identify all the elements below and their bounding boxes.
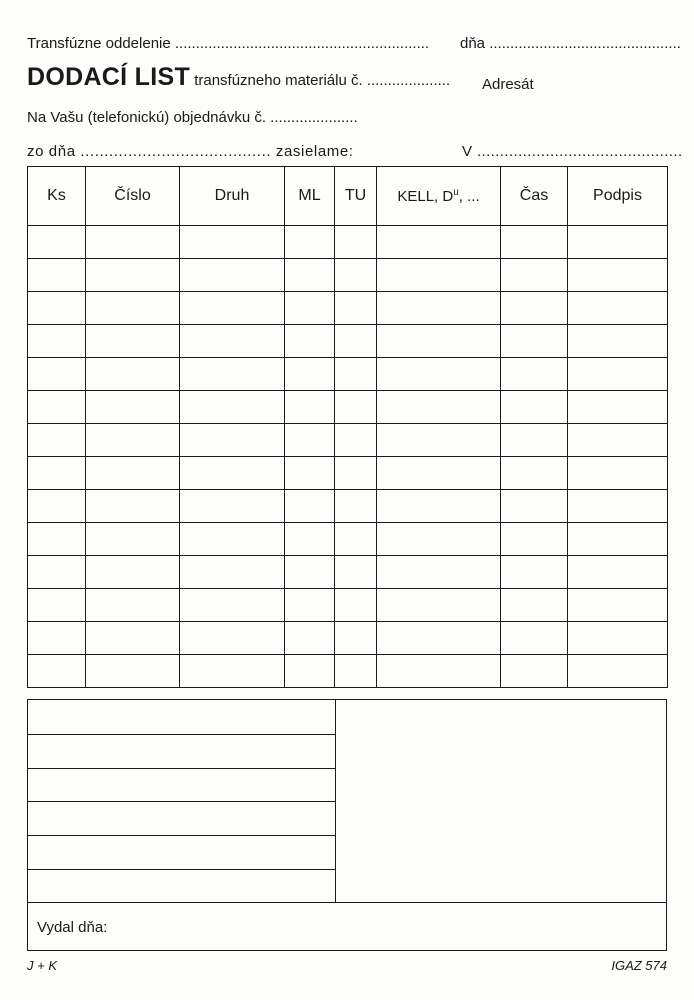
table-cell — [377, 589, 501, 622]
notes-column — [28, 700, 336, 902]
table-row — [28, 523, 668, 556]
table-cell — [180, 259, 285, 292]
table-cell — [28, 622, 86, 655]
table-cell — [86, 589, 180, 622]
table-row — [28, 391, 668, 424]
delivery-table — [27, 166, 668, 688]
table-cell — [377, 490, 501, 523]
table-row — [28, 490, 668, 523]
table-cell — [285, 622, 335, 655]
table-cell — [180, 589, 285, 622]
addressee-label: Adresát — [482, 76, 534, 93]
table-row — [28, 226, 668, 259]
table-cell — [28, 292, 86, 325]
table-cell — [377, 424, 501, 457]
department-line: Transfúzne oddelenie ............................................................. — [27, 35, 430, 52]
table-cell — [568, 325, 668, 358]
col-header-tu: TU — [335, 167, 377, 226]
notes-line — [28, 768, 335, 769]
title-big: DODACÍ LIST — [27, 63, 191, 91]
table-cell — [285, 589, 335, 622]
table-cell — [285, 523, 335, 556]
table-cell — [28, 424, 86, 457]
table-body — [28, 226, 668, 688]
table-cell — [86, 292, 180, 325]
col-header-kell — [377, 167, 501, 226]
table-cell — [377, 622, 501, 655]
table-cell — [180, 391, 285, 424]
table-cell — [180, 424, 285, 457]
table-cell — [377, 391, 501, 424]
table-cell — [501, 523, 568, 556]
table-cell — [86, 655, 180, 688]
table-cell — [86, 556, 180, 589]
table-cell — [285, 292, 335, 325]
table-cell — [180, 325, 285, 358]
table-cell — [180, 655, 285, 688]
table-cell — [501, 556, 568, 589]
table-row — [28, 292, 668, 325]
table-cell — [377, 226, 501, 259]
table-cell — [86, 259, 180, 292]
table-cell — [501, 325, 568, 358]
lower-section — [27, 699, 667, 951]
col-header-cislo: Číslo — [86, 167, 180, 226]
table-cell — [377, 358, 501, 391]
table-row — [28, 655, 668, 688]
table-cell — [335, 622, 377, 655]
table-cell — [335, 259, 377, 292]
table-cell — [335, 589, 377, 622]
table-cell — [501, 589, 568, 622]
table-cell — [568, 358, 668, 391]
table-cell — [180, 358, 285, 391]
table-cell — [568, 391, 668, 424]
kell-label: KELL, D — [397, 188, 454, 205]
table-cell — [335, 325, 377, 358]
table-cell — [501, 424, 568, 457]
table-cell — [28, 655, 86, 688]
table-cell — [568, 292, 668, 325]
table-cell — [568, 490, 668, 523]
table-cell — [568, 457, 668, 490]
table-cell — [568, 226, 668, 259]
table-cell — [501, 226, 568, 259]
table-cell — [285, 655, 335, 688]
table-cell — [335, 292, 377, 325]
notes-line — [28, 801, 335, 802]
table-cell — [285, 556, 335, 589]
form-code: IGAZ 574 — [611, 958, 667, 973]
table-cell — [28, 226, 86, 259]
table-row — [28, 589, 668, 622]
col-header-ml: ML — [285, 167, 335, 226]
table-cell — [377, 457, 501, 490]
col-header-druh: Druh — [180, 167, 285, 226]
date-line: dňa .............................................. — [460, 35, 681, 52]
table-cell — [28, 490, 86, 523]
table-cell — [501, 391, 568, 424]
table-cell — [86, 226, 180, 259]
place-line: V ............................................. — [462, 143, 683, 160]
table-cell — [180, 292, 285, 325]
table-cell — [501, 490, 568, 523]
table-cell — [180, 490, 285, 523]
table-row — [28, 259, 668, 292]
table-row — [28, 424, 668, 457]
table-row — [28, 457, 668, 490]
table-cell — [568, 589, 668, 622]
table-cell — [86, 391, 180, 424]
table-cell — [335, 556, 377, 589]
table-cell — [335, 523, 377, 556]
table-cell — [28, 457, 86, 490]
table-cell — [335, 358, 377, 391]
table-cell — [377, 655, 501, 688]
table-cell — [501, 457, 568, 490]
table-row — [28, 556, 668, 589]
table-cell — [501, 622, 568, 655]
table-cell — [86, 523, 180, 556]
title-material-number: transfúzneho materiálu č. .................... — [194, 72, 451, 89]
table-cell — [568, 556, 668, 589]
table-cell — [28, 358, 86, 391]
issued-date-label: Vydal dňa: — [37, 919, 108, 936]
notes-line — [28, 869, 335, 870]
table-row — [28, 358, 668, 391]
table-cell — [568, 655, 668, 688]
table-row — [28, 325, 668, 358]
table-cell — [86, 490, 180, 523]
table-cell — [180, 226, 285, 259]
footer-left: J + K — [27, 958, 57, 973]
table-cell — [335, 490, 377, 523]
col-header-cas: Čas — [501, 167, 568, 226]
table-cell — [285, 424, 335, 457]
table-cell — [568, 523, 668, 556]
table-cell — [335, 226, 377, 259]
table-cell — [285, 325, 335, 358]
table-cell — [285, 391, 335, 424]
table-cell — [86, 457, 180, 490]
table-cell — [285, 259, 335, 292]
table-cell — [86, 622, 180, 655]
table-cell — [28, 523, 86, 556]
table-cell — [335, 424, 377, 457]
document-title — [27, 63, 450, 92]
table-cell — [568, 259, 668, 292]
table-row — [28, 622, 668, 655]
table-cell — [501, 655, 568, 688]
table-cell — [86, 325, 180, 358]
notes-line — [28, 734, 335, 735]
table-cell — [377, 292, 501, 325]
table-cell — [568, 424, 668, 457]
table-cell — [501, 259, 568, 292]
table-cell — [285, 490, 335, 523]
col-header-podpis: Podpis — [568, 167, 668, 226]
table-cell — [180, 457, 285, 490]
col-header-ks: Ks — [28, 167, 86, 226]
table-cell — [28, 589, 86, 622]
table-cell — [501, 358, 568, 391]
table-cell — [86, 358, 180, 391]
table-cell — [86, 424, 180, 457]
issued-separator — [28, 902, 666, 903]
order-date-line: zo dňa ........................................ zasielame: — [27, 143, 354, 160]
notes-line — [28, 835, 335, 836]
table-cell — [377, 523, 501, 556]
table-cell — [568, 622, 668, 655]
table-cell — [285, 457, 335, 490]
table-cell — [501, 292, 568, 325]
table-cell — [28, 391, 86, 424]
table-cell — [285, 358, 335, 391]
table-cell — [335, 655, 377, 688]
table-cell — [335, 391, 377, 424]
table-cell — [377, 325, 501, 358]
table-cell — [28, 325, 86, 358]
table-cell — [180, 622, 285, 655]
table-header-row — [28, 167, 668, 226]
table-cell — [377, 259, 501, 292]
table-cell — [180, 556, 285, 589]
table-cell — [28, 259, 86, 292]
table-cell — [28, 556, 86, 589]
kell-tail: , ... — [458, 188, 480, 205]
order-number-line: Na Vašu (telefonickú) objednávku č. ..................... — [27, 109, 358, 126]
table-cell — [180, 523, 285, 556]
kell-superscript: u — [453, 187, 459, 198]
table-cell — [377, 556, 501, 589]
table-cell — [335, 457, 377, 490]
table-cell — [285, 226, 335, 259]
